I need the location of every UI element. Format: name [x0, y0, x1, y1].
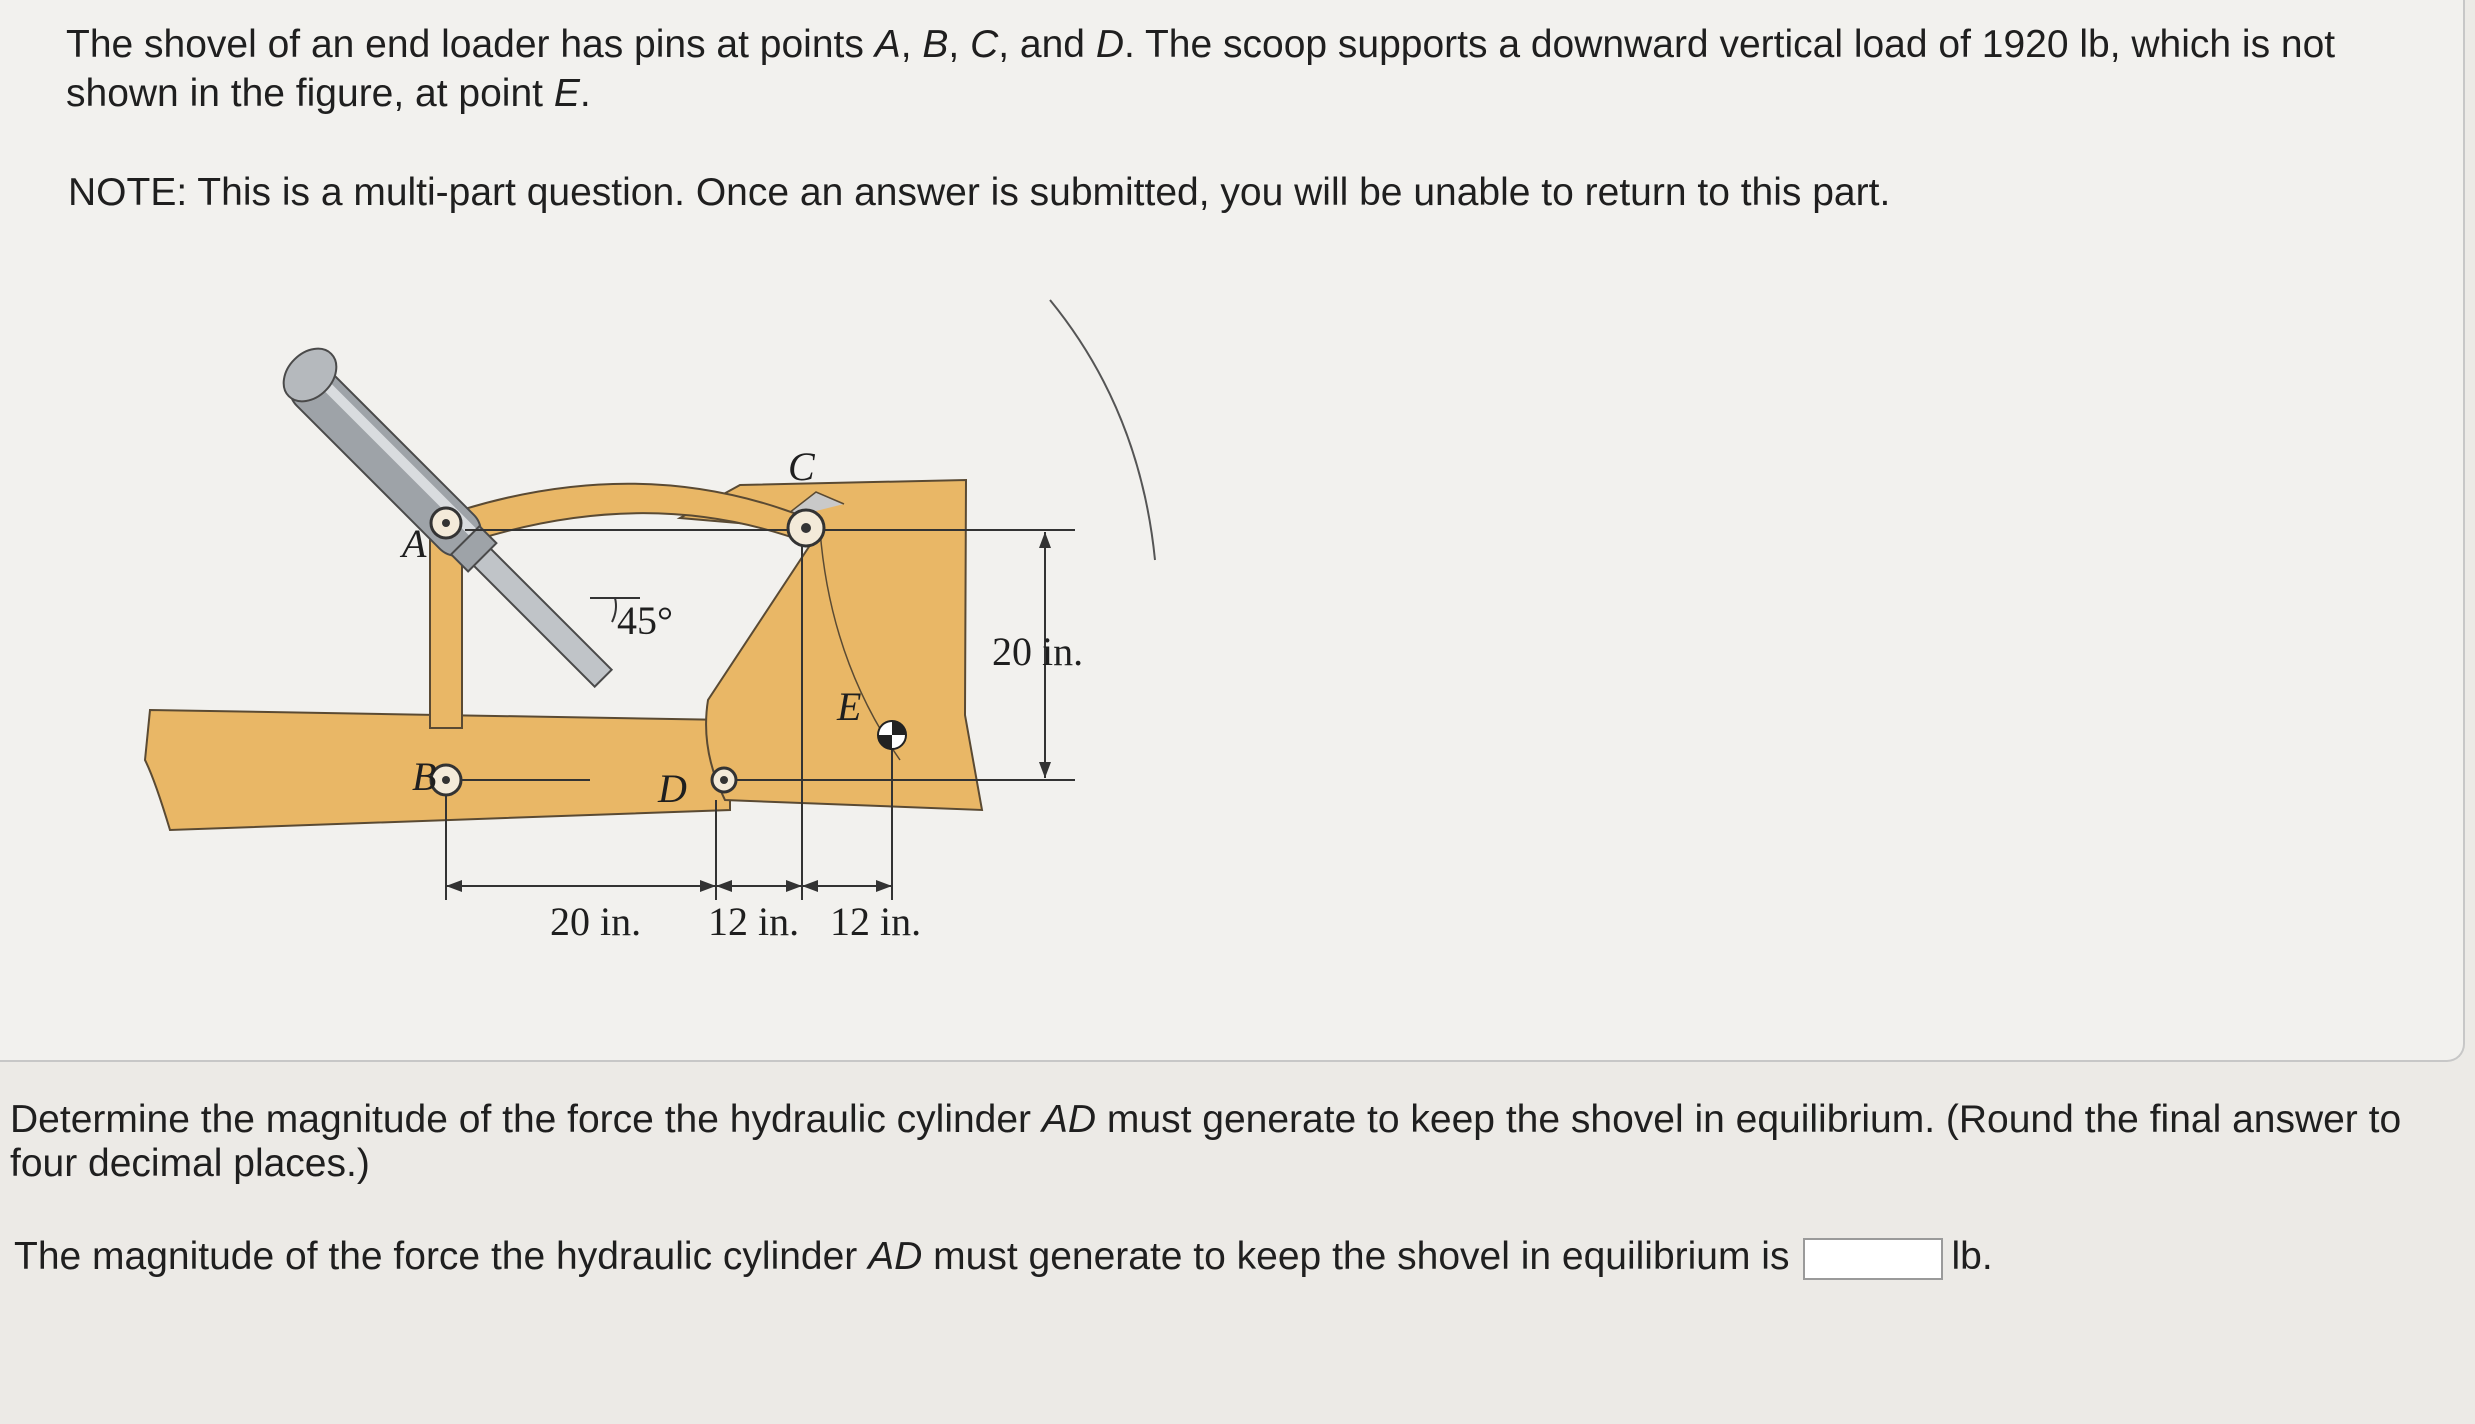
leader-line: [1050, 300, 1155, 560]
answer-input[interactable]: [1803, 1238, 1943, 1280]
label-d: D: [658, 766, 687, 811]
point-e-text: E: [553, 72, 580, 115]
figure-svg: [140, 280, 1200, 970]
point-a-text: A: [874, 23, 901, 66]
problem-statement: The shovel of an end loader has pins at points A, B, C, and D. The scoop supports a downward vertical load of 1920 lb, which is not shown in the figure, at point E.: [66, 23, 2336, 115]
question-text: Determine the magnitude of the force the hydraulic cylinder AD must generate to keep the shovel in equilibrium. (Round the final answer to four decimal places.): [10, 1098, 2402, 1185]
angle-label: 45°: [617, 598, 673, 643]
label-a: A: [402, 521, 427, 566]
end-loader-figure: [140, 280, 1200, 970]
point-b-text: B: [922, 23, 949, 66]
answer-row: The magnitude of the force the hydraulic cylinder AD must generate to keep the shovel in equilibrium is lb.: [14, 1235, 1993, 1278]
angle-arc: [612, 598, 616, 622]
point-c-text: C: [970, 23, 999, 66]
dimension-label-2: 12 in.: [708, 899, 800, 944]
dimension-label-1: 20 in.: [550, 899, 642, 944]
label-e: E: [837, 684, 862, 729]
center-of-gravity-e-icon: [878, 721, 906, 749]
label-c: C: [788, 444, 815, 489]
point-d-text: D: [1095, 23, 1124, 66]
multi-part-note: NOTE: This is a multi-part question. Once an answer is submitted, you will be unable to return to this part.: [68, 171, 1891, 214]
dimension-label-3: 12 in.: [830, 899, 922, 944]
label-b: B: [412, 754, 437, 799]
unit-label: lb.: [1951, 1235, 1993, 1278]
vertical-dimension-label: 20 in.: [992, 629, 1084, 674]
